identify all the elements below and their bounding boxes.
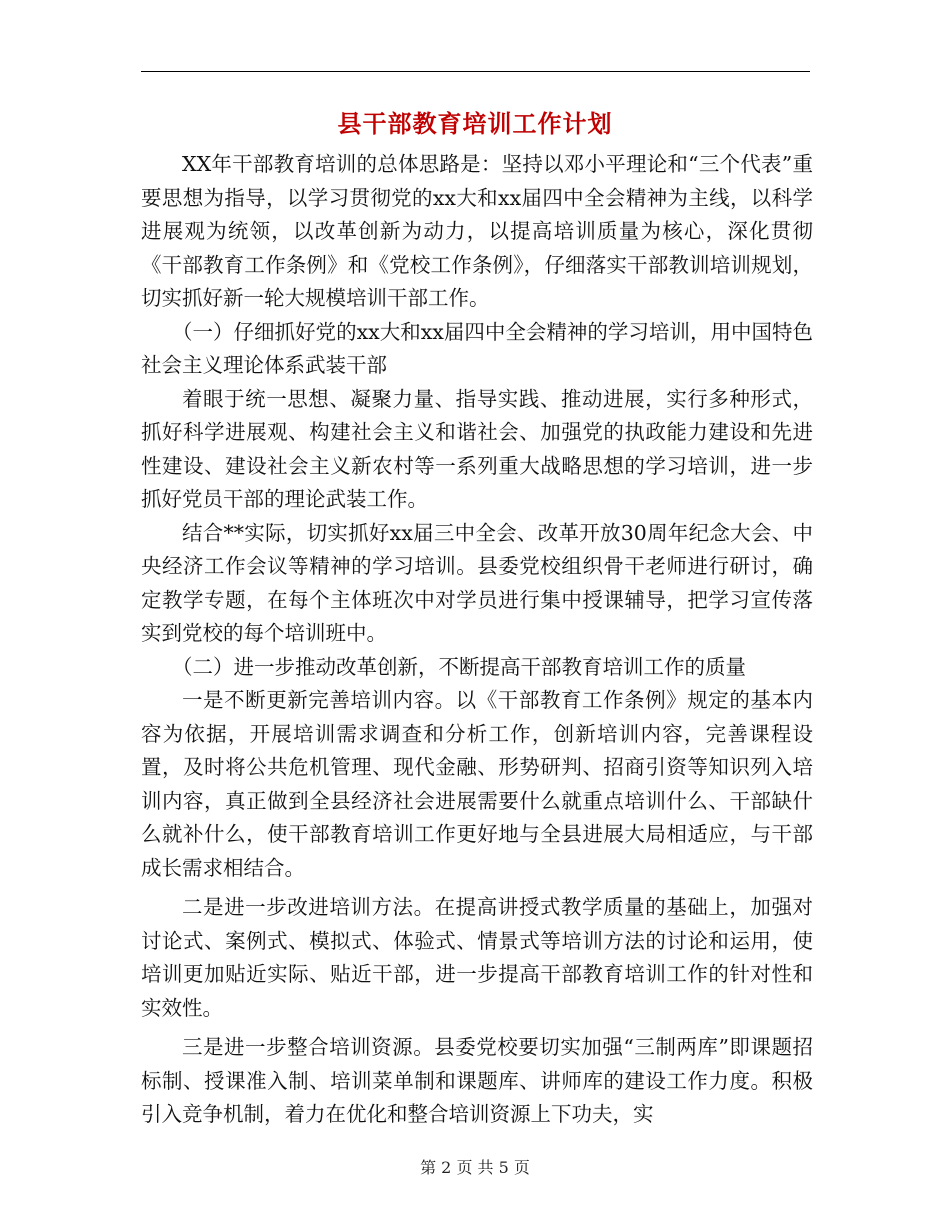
section-heading-2: （二）进一步推动改革创新，不断提高干部教育培训工作的质量 (172, 654, 746, 679)
paragraph-resources: 三是进一步整合培训资源。县委党校要切实加强“三制两库”即课题招标制、授课准入制、培训菜单制和课题库、讲师库的建设工作力度。积极引入竞争机制，着力在优化和整合培训资源上下功夫，实 (141, 1035, 813, 1126)
paragraph-methods: 二是进一步改进培训方法。在提高讲授式教学质量的基础上，加强对讨论式、案例式、模拟式、体验式、情景式等培训方法的讨论和运用，使培训更加贴近实际、贴近干部，进一步提高干部教育培训工作的针对性和实效性。 (141, 895, 813, 1020)
section-heading-1: （一）仔细抓好党的xx大和xx届四中全会精神的学习培训，用中国特色社会主义理论体系武装干部 (141, 319, 813, 377)
paragraph-practice: 结合**实际，切实抓好xx届三中全会、改革开放30周年纪念大会、中央经济工作会议等精神的学习培训。县委党校组织骨干老师进行研讨，确定教学专题，在每个主体班次中对学员进行集中授课辅导，把学习宣传落实到党校的每个培训班中。 (141, 520, 813, 645)
paragraph-theory: 着眼于统一思想、凝聚力量、指导实践、推动进展，实行多种形式，抓好科学进展观、构建社会主义和谐社会、加强党的执政能力建设和先进性建设、建设社会主义新农村等一系列重大战略思想的学习培训，进一步抓好党员干部的理论武装工作。 (141, 386, 813, 511)
page-number: 第 2 页 共 5 页 (420, 1158, 530, 1177)
document-body (141, 148, 813, 1132)
paragraph-content: 一是不断更新完善培训内容。以《干部教育工作条例》规定的基本内容为依据，开展培训需求调查和分析工作，创新培训内容，完善课程设置，及时将公共危机管理、现代金融、形势研判、招商引资等知识列入培训内容，真正做到全县经济社会进展需要什么就重点培训什么、干部缺什么就补什么，使干部教育培训工作更好地与全县进展大局相适应，与干部成长需求相结合。 (141, 688, 813, 880)
paragraph-overview: XX年干部教育培训的总体思路是：坚持以邓小平理论和“三个代表”重要思想为指导，以学习贯彻党的xx大和xx届四中全会精神为主线，以科学进展观为统领，以改革创新为动力，以提高培训质量为核心，深化贯彻《干部教育工作条例》和《党校工作条例》，仔细落实干部教训培训规划，切实抓好新一轮大规模培训干部工作。 (141, 152, 813, 310)
document-title: 县干部教育培训工作计划 (337, 109, 613, 138)
header-rule (141, 71, 810, 72)
